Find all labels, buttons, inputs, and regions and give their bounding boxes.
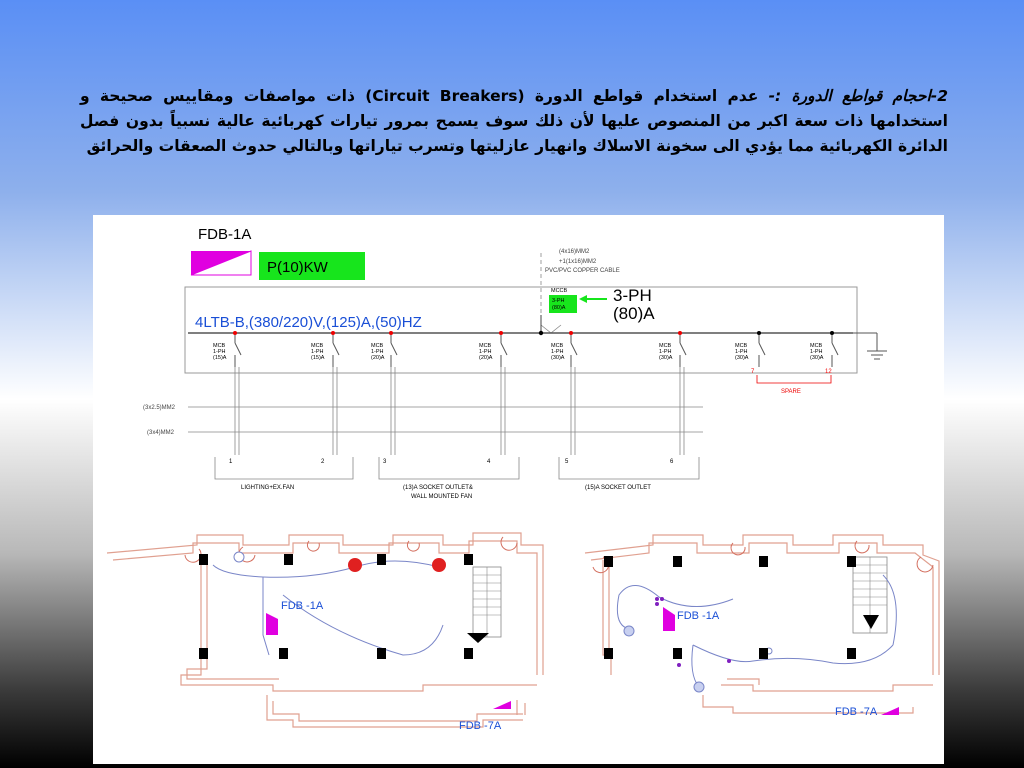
board-marker-icon — [266, 613, 278, 635]
svg-text:MCB: MCB — [479, 343, 492, 349]
plan-left-board: FDB -1A — [281, 600, 324, 612]
board-spec: 4LTB-B,(380/220)V,(125)A,(50)HZ — [195, 314, 422, 331]
heading-lead: 2-احجام قواطع الدورة :- — [768, 87, 948, 105]
svg-text:MCB: MCB — [810, 343, 823, 349]
group-label-lighting: LIGHTING+EX.FAN — [241, 485, 295, 491]
main-rating-big: (80)A — [613, 304, 655, 323]
main-breaker-phase: 3-PH — [552, 298, 565, 304]
supply-cable-1: (4x16)MM2 — [559, 249, 590, 255]
svg-text:(15)A: (15)A — [311, 355, 325, 361]
power-rating: P(10)KW — [267, 259, 328, 276]
branch-breaker — [311, 331, 339, 367]
svg-text:(30)A: (30)A — [810, 355, 824, 361]
group-label-socket-13a: (13)A SOCKET OUTLET& — [403, 485, 473, 491]
floor-plan-left — [107, 533, 543, 732]
circuit-number: 2 — [321, 459, 325, 465]
svg-text:(15)A: (15)A — [213, 355, 227, 361]
svg-text:1-PH: 1-PH — [735, 349, 748, 355]
plan-left-ref: FDB -7A — [459, 720, 502, 732]
main-phase-big: 3-PH — [613, 286, 652, 305]
main-breaker-type: MCCB — [551, 288, 568, 294]
svg-text:1-PH: 1-PH — [551, 349, 564, 355]
svg-text:(30)A: (30)A — [551, 355, 565, 361]
svg-text:MCB: MCB — [311, 343, 324, 349]
board-marker-icon — [663, 607, 675, 631]
svg-text:(30)A: (30)A — [735, 355, 749, 361]
circuit-number: 6 — [670, 459, 674, 465]
svg-text:(30)A: (30)A — [659, 355, 673, 361]
branch-breaker — [659, 331, 686, 367]
plan-right-ref: FDB -7A — [835, 706, 878, 718]
branch-breaker — [551, 331, 577, 367]
svg-text:1-PH: 1-PH — [371, 349, 384, 355]
main-breaker-rating: (80)A — [552, 305, 566, 311]
svg-text:1-PH: 1-PH — [659, 349, 672, 355]
lamp-icon — [348, 558, 362, 572]
cable-size-large: (3x4)MM2 — [147, 430, 175, 436]
circuit-number: 5 — [565, 459, 569, 465]
svg-text:MCB: MCB — [735, 343, 748, 349]
svg-text:1-PH: 1-PH — [213, 349, 226, 355]
floor-plan-right — [585, 535, 939, 718]
spare-circuit-last: 12 — [825, 369, 832, 375]
svg-text:(20)A: (20)A — [371, 355, 385, 361]
cable-size-small: (3x2.5)MM2 — [143, 405, 176, 411]
lamp-icon — [432, 558, 446, 572]
svg-text:MCB: MCB — [213, 343, 226, 349]
group-label-fan: WALL MOUNTED FAN — [411, 494, 473, 500]
branch-breaker — [810, 331, 838, 367]
diagram-panel — [93, 215, 944, 764]
plan-right-board: FDB -1A — [677, 610, 720, 622]
single-line-diagram — [93, 215, 944, 764]
svg-text:1-PH: 1-PH — [311, 349, 324, 355]
supply-cable-3: PVC/PVC COPPER CABLE — [545, 268, 620, 274]
slide-heading — [80, 84, 948, 159]
heading-body: عدم استخدام قواطع الدورة (Circuit Breakers) ذات مواصفات ومقاييس صحيحة و استخدامها ذات سعة اكبر من المنصوص عليها لأن ذلك سوف يسمح بمرور تيارات كهربائية عالية نسبياً بدون فصل الدائرة الكهربائية مما يؤدي الى سخونة الاسلاك وانهيار عازليتها وتسرب تياراتها وبالتالي حدوث الصعقات والحرائق — [80, 87, 948, 155]
board-name: FDB-1A — [198, 226, 252, 243]
circuit-number: 1 — [229, 459, 233, 465]
svg-text:MCB: MCB — [371, 343, 384, 349]
branch-breaker — [213, 331, 241, 367]
branch-breaker — [479, 331, 507, 367]
svg-text:MCB: MCB — [659, 343, 672, 349]
arrow-left-icon — [579, 295, 587, 303]
spare-circuit-first: 7 — [751, 369, 755, 375]
group-label-socket-15a: (15)A SOCKET OUTLET — [585, 485, 651, 491]
svg-text:(20)A: (20)A — [479, 355, 493, 361]
circuit-number: 3 — [383, 459, 387, 465]
svg-text:1-PH: 1-PH — [810, 349, 823, 355]
circuit-number: 4 — [487, 459, 491, 465]
branch-breaker — [371, 331, 397, 367]
svg-text:1-PH: 1-PH — [479, 349, 492, 355]
supply-cable-2: +1(1x16)MM2 — [559, 259, 597, 265]
spare-label: SPARE — [781, 389, 801, 395]
svg-text:MCB: MCB — [551, 343, 564, 349]
branch-breaker — [735, 331, 765, 367]
